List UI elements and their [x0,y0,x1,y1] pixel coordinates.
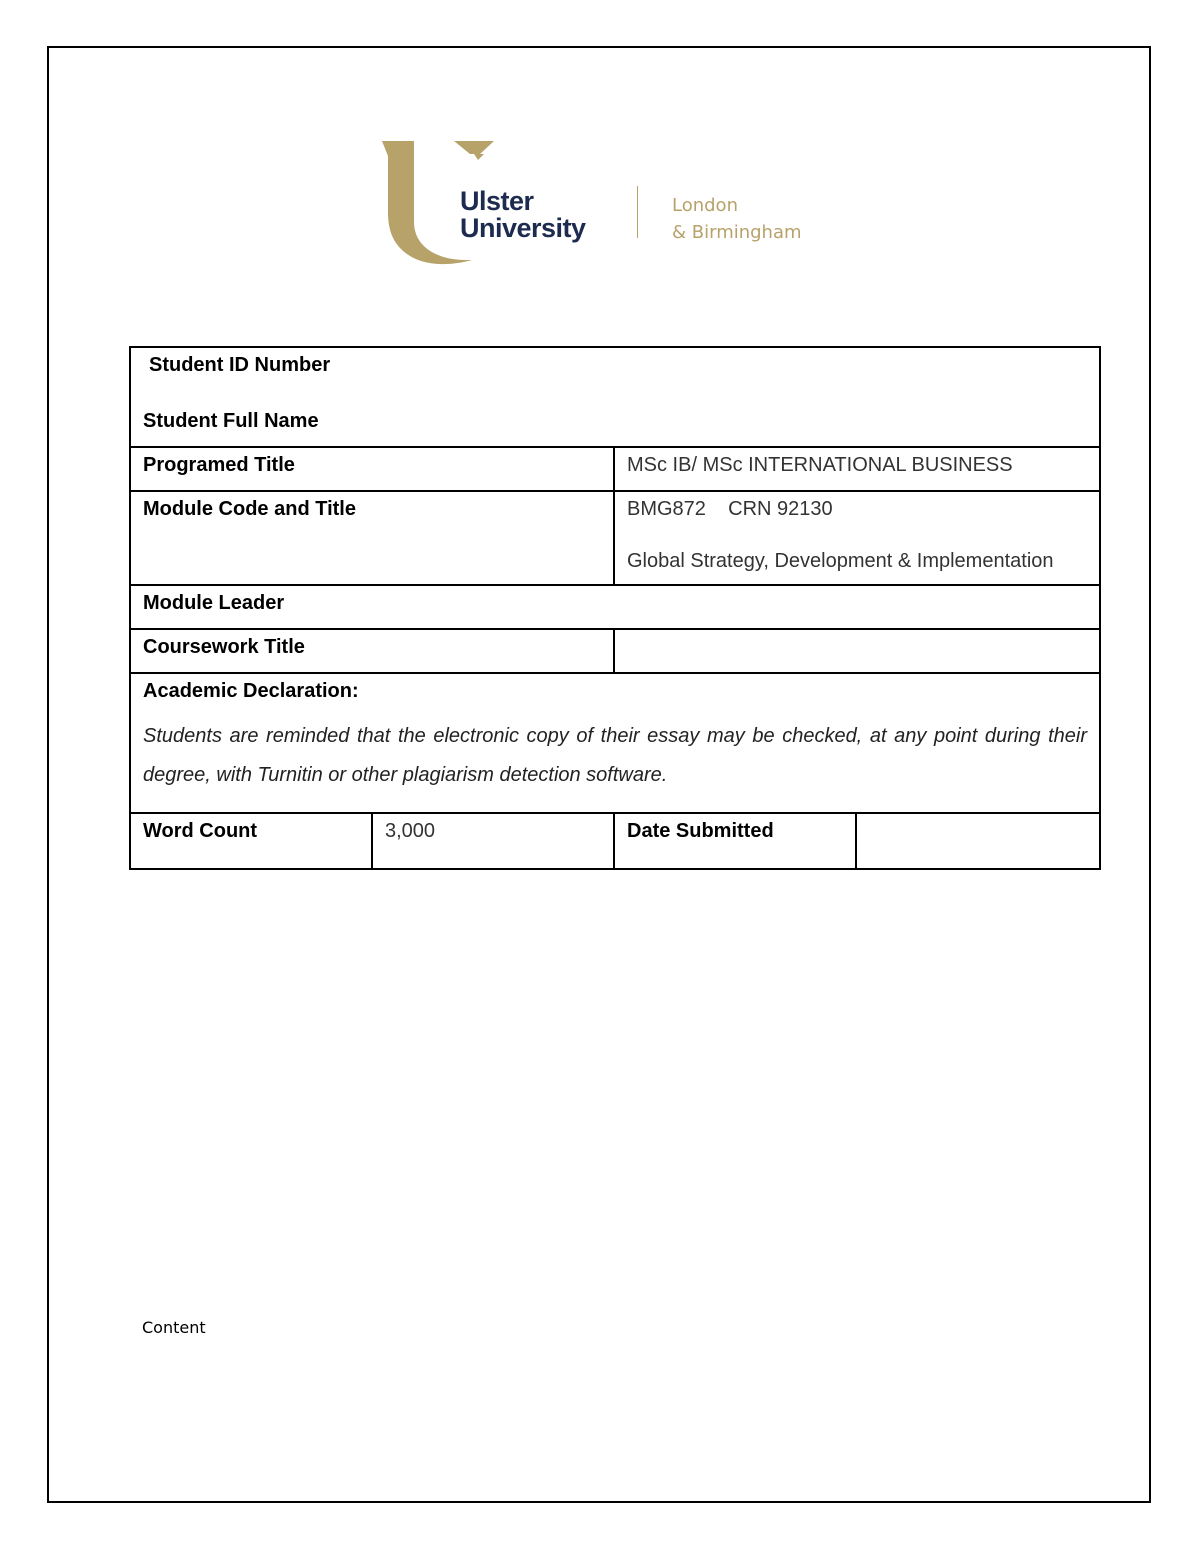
coursework-label: Coursework Title [130,629,614,673]
student-name-label: Student Full Name [143,410,319,432]
module-label: Module Code and Title [130,491,614,585]
student-cell[interactable] [130,347,1100,447]
declaration-text: Students are reminded that the electronic copy of their essay may be checked, at any point during their degree, with Turnitin or other plagiarism detection software. [143,725,1087,786]
brand-line-2: University [460,213,586,243]
submission-row [130,813,1100,869]
module-value[interactable] [614,491,1100,585]
programme-row [130,447,1100,491]
coursework-row [130,629,1100,673]
programme-label: Programed Title [130,447,614,491]
module-leader-row [130,585,1100,629]
content-label: Content [142,1318,206,1337]
word-count-label: Word Count [130,813,372,869]
date-submitted-value[interactable] [856,813,1100,869]
cover-sheet-table [129,346,1101,870]
campus-line-1: London [672,195,738,216]
module-leader-label[interactable]: Module Leader [130,585,1100,629]
coursework-value[interactable] [614,629,1100,673]
campus-line-2: & Birmingham [672,222,802,243]
word-count-value[interactable]: 3,000 [372,813,614,869]
campus-name [672,192,802,246]
date-submitted-label: Date Submitted [614,813,856,869]
module-title: Global Strategy, Development & Implementation [627,550,1054,572]
student-row [130,347,1100,447]
declaration-row [130,673,1100,813]
module-row [130,491,1100,585]
declaration-cell [130,673,1100,813]
module-code: BMG872 CRN 92130 [627,498,833,520]
logo-divider [637,186,638,238]
university-logo [380,138,840,268]
declaration-label: Academic Declaration: [143,680,359,702]
brand-line-1: Ulster [460,186,534,216]
programme-value[interactable]: MSc IB/ MSc INTERNATIONAL BUSINESS [614,447,1100,491]
brand-name [460,188,586,242]
student-id-label: Student ID Number [149,354,331,376]
